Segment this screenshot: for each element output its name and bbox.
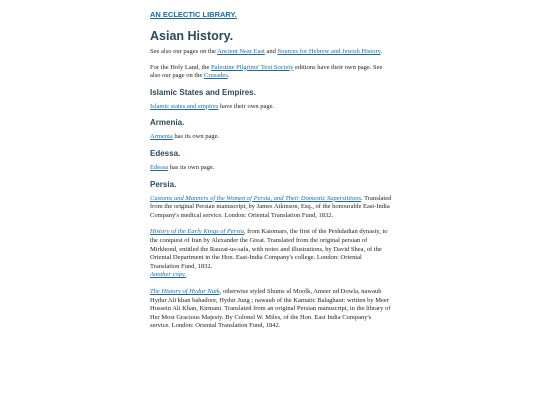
intro-mid: and <box>264 48 278 55</box>
book-title-link[interactable]: Customs and Manners of the Women of Persia, and Their Domestic Superstitions <box>150 194 362 202</box>
ancient-near-east-link[interactable]: Ancient Near East <box>217 48 265 55</box>
another-copy-link[interactable]: Another copy. <box>150 271 187 279</box>
edessa-link[interactable]: Edessa <box>150 163 169 171</box>
islamic-states-link[interactable]: Islamic states and empires <box>150 102 219 110</box>
book-description: . Translated from the original Persian manuscript, by James Atkinson, Esq., of the honourable East-India Company's medical service. London: Oriental Translation Fund, 1832. <box>150 194 392 219</box>
book-entry <box>150 228 392 280</box>
book-title-link[interactable]: The History of Hydur Naik <box>150 287 220 295</box>
armenia-paragraph <box>150 133 392 142</box>
holy-land-post: . <box>227 72 230 80</box>
book-title-link[interactable]: History of the Early Kings of Persia <box>150 228 244 236</box>
book-entry <box>150 195 392 221</box>
edessa-text: has its own page. <box>168 163 215 171</box>
islamic-heading: Islamic States and Empires. <box>150 87 256 97</box>
armenia-text: has its own page. <box>172 133 220 141</box>
page-title: Asian History. <box>150 29 234 43</box>
intro-post: . <box>380 48 383 55</box>
islamic-text: have their own page. <box>218 102 275 110</box>
book-description: , otherwise styled Shums ul Moolk, Ameer ud Dowla, nawaub Hydur Ali khan bahadoor, Hydur Jung ; nawaub of the Karnatic Balaghaut: written by Meer Hussein Ali Khan, Kirmani. Translated from an original Persian manuscript, in the library of Her Most Gracious Majesty. By Colonel W. Miles, of the Hon. East India Company's service. London: Oriental Translation Fund, 1842. <box>150 287 391 330</box>
edessa-heading: Edessa. <box>150 148 181 158</box>
armenia-link[interactable]: Armenia <box>150 133 173 141</box>
book-description: , from Kaiomars, the first of the Peshdadian dynasty, to the conquest of Iran by Alexander the Great. Translated from the original persian of Mirkhond, entitled the Rauzat-us-safa, with notes and illustrations, by David Shea, of the Oriental Department in the Hon. East-India Company's college. London: Oriental Translation Fund, 1832. <box>150 228 388 270</box>
palestine-pilgrims-link[interactable]: Palestine Pilgrims' Text Society <box>211 63 294 71</box>
holy-land-pre: For the Holy Land, the <box>150 63 212 71</box>
edessa-paragraph <box>150 164 392 173</box>
armenia-heading: Armenia. <box>150 118 185 128</box>
intro-pre: See also our pages on the <box>150 48 218 55</box>
holy-land-paragraph <box>150 64 392 81</box>
hebrew-jewish-history-link[interactable]: Sources for Hebrew and Jewish History <box>277 48 381 55</box>
crusades-link[interactable]: Crusades <box>203 72 228 80</box>
holy-land-mid: editions have their own page. See also our page on the <box>150 63 383 80</box>
page-content <box>150 6 392 339</box>
intro-paragraph <box>150 48 392 57</box>
islamic-paragraph <box>150 103 392 112</box>
book-entry <box>150 288 392 331</box>
site-home-link[interactable]: AN ECLECTIC LIBRARY. <box>150 10 237 19</box>
persia-heading: Persia. <box>150 179 177 189</box>
